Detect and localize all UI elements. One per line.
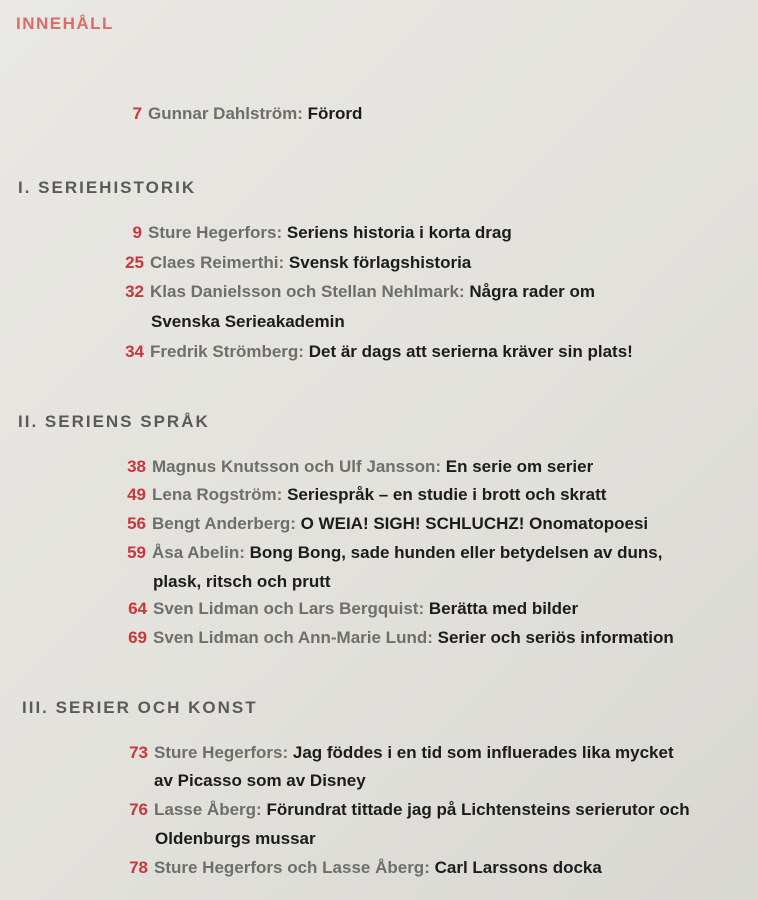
- entry-title: Serier och seriös information: [437, 628, 674, 647]
- entry-title-continued: plask, ritsch och prutt: [153, 572, 331, 591]
- page-number: 32: [125, 282, 144, 301]
- page-number: 25: [125, 253, 144, 272]
- entry-line: [152, 480, 606, 509]
- page-number: 9: [132, 223, 142, 242]
- entry-author: Lasse Åberg:: [154, 800, 262, 819]
- entry-title: Svensk förlagshistoria: [288, 253, 472, 272]
- section-heading-1: I. SERIEHISTORIK: [18, 178, 197, 197]
- entry-line: [154, 853, 602, 882]
- page-number: 64: [128, 599, 147, 618]
- entry-line: [154, 795, 690, 824]
- entry-author: Sture Hegerfors:: [154, 743, 289, 762]
- entry-author: Gunnar Dahlström:: [148, 104, 303, 123]
- entry-line: [148, 99, 362, 128]
- page-number: 34: [125, 342, 144, 361]
- entry-title: Bong Bong, sade hunden eller betydelsen av duns,: [249, 543, 663, 562]
- page-number: 78: [129, 858, 148, 877]
- entry-title: Berätta med bilder: [428, 599, 579, 618]
- page-number: 69: [128, 628, 147, 647]
- entry-author: Bengt Anderberg:: [152, 514, 296, 533]
- entry-title-continued: av Picasso som av Disney: [154, 771, 366, 790]
- entry-author: Fredrik Strömberg:: [150, 342, 304, 361]
- page-number: 56: [127, 514, 146, 533]
- page-number: 73: [129, 743, 148, 762]
- entry-title: Det är dags att serierna kräver sin plats!: [308, 342, 633, 361]
- entry-author: Klas Danielsson och Stellan Nehlmark:: [150, 282, 465, 301]
- entry-line: [150, 277, 595, 306]
- entry-line: [152, 452, 593, 481]
- entry-author: Sture Hegerfors:: [148, 223, 283, 242]
- entry-line: [153, 623, 674, 652]
- page-number: 49: [127, 485, 146, 504]
- entry-line: [150, 248, 471, 277]
- section-heading-2: II. SERIENS SPRÅK: [18, 412, 210, 431]
- entry-title: O WEIA! SIGH! SCHLUCHZ! Onomatopoesi: [300, 514, 649, 533]
- entry-author: Magnus Knutsson och Ulf Jansson:: [152, 457, 442, 476]
- entry-title: En serie om serier: [445, 457, 594, 476]
- entry-title-continued: Svenska Serieakademin: [151, 312, 345, 331]
- page-number: 38: [127, 457, 146, 476]
- entry-author: Sven Lidman och Lars Bergquist:: [153, 599, 425, 618]
- entry-author: Lena Rogström:: [152, 485, 283, 504]
- page-title: INNEHÅLL: [16, 14, 114, 33]
- entry-line: [152, 509, 648, 538]
- entry-title: Carl Larssons docka: [434, 858, 602, 877]
- entry-author: Claes Reimerthi:: [150, 253, 285, 272]
- entry-author: Åsa Abelin:: [152, 543, 245, 562]
- entry-line: [153, 594, 578, 623]
- page-number: 7: [132, 104, 142, 123]
- page-number: 76: [129, 800, 148, 819]
- entry-author: Sven Lidman och Ann-Marie Lund:: [153, 628, 433, 647]
- entry-author: Sture Hegerfors och Lasse Åberg:: [154, 858, 430, 877]
- entry-title: Förundrat tittade jag på Lichtensteins serierutor och: [266, 800, 690, 819]
- entry-line: [152, 538, 662, 567]
- entry-title: Några rader om: [469, 282, 596, 301]
- entry-line: [150, 337, 633, 366]
- entry-title-continued: Oldenburgs mussar: [155, 829, 316, 848]
- section-heading-3: III. SERIER OCH KONST: [22, 698, 258, 717]
- page-number: 59: [127, 543, 146, 562]
- entry-line: [148, 218, 512, 247]
- entry-title: Seriens historia i korta drag: [286, 223, 512, 242]
- entry-title: Seriespråk – en studie i brott och skratt: [287, 485, 607, 504]
- entry-title: Förord: [307, 104, 363, 123]
- entry-title: Jag föddes i en tid som influerades lika mycket: [292, 743, 674, 762]
- entry-line: [154, 738, 674, 767]
